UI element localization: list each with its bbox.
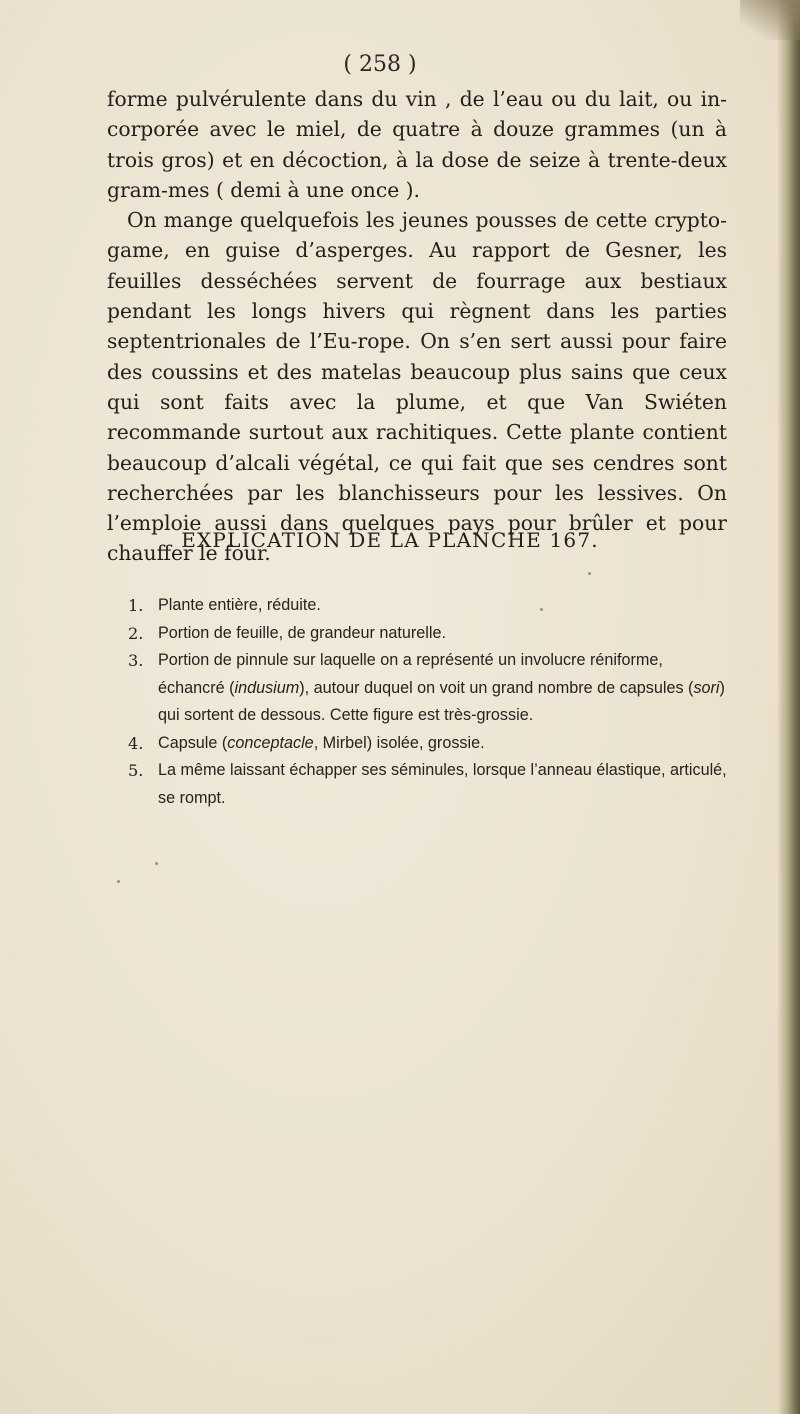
paper-speck	[588, 572, 591, 575]
paper-speck	[540, 608, 543, 611]
paper-speck	[117, 880, 120, 883]
legend-text: La même laissant échapper ses séminules, lorsque l’anneau élastique, articulé, se rompt.	[158, 761, 727, 807]
legend-item	[128, 730, 728, 758]
page-edge-shadow	[778, 0, 800, 1414]
paragraph-2: On mange quelquefois les jeunes pousses de cette crypto-game, en guise d’asperges. Au rapport de Gesner, les feuilles desséchées servent de fourrage aux bestiaux pendant les longs hivers qui règnent dans les parties septentrionales de l’Eu-rope. On s’en sert aussi pour faire des coussins et des matelas beaucoup plus sains que ceux qui sont faits avec la plume, et que Van Swiéten recommande surtout aux rachitiques. Cette plante contient beaucoup d’alcali végétal, ce qui fait que ses cendres sont recherchées par les blanchisseurs pour les lessives. On l’emploie aussi dans quelques pays pour brûler et pour chauffer le four.	[107, 208, 727, 566]
legend-number: 2.	[128, 623, 144, 643]
paper-speck	[155, 862, 158, 865]
legend-italic-term: indusium	[234, 678, 300, 697]
legend-number: 1.	[128, 596, 144, 615]
legend-text: Portion de pinnule sur laquelle on a représenté un involucre réniforme, échancré (	[158, 651, 663, 697]
page-number: ( 258 )	[343, 52, 417, 77]
body-text	[107, 84, 727, 569]
section-heading: EXPLICATION DE LA PLANCHE 167.	[181, 528, 599, 552]
legend-text: Portion de feuille, de grandeur naturelle.	[158, 623, 446, 642]
legend-number: 4.	[128, 733, 144, 753]
legend-italic-term: conceptacle	[227, 733, 314, 752]
plate-legend	[128, 592, 728, 812]
legend-text: ) qui sortent de dessous. Cette figure est très-grossie.	[158, 678, 725, 724]
legend-text: Plante entière, réduite.	[158, 596, 321, 614]
legend-number: 5.	[128, 761, 144, 780]
page-corner-shadow	[740, 0, 800, 40]
legend-text: Capsule (	[158, 733, 228, 752]
legend-italic-term: sori	[693, 678, 720, 697]
legend-number: 3.	[128, 651, 144, 670]
legend-item	[128, 647, 728, 730]
legend-text: ), autour duquel on voit un grand nombre de capsules (	[299, 678, 694, 697]
legend-item	[128, 592, 728, 620]
legend-item	[128, 620, 728, 648]
legend-item	[128, 757, 728, 812]
legend-text: , Mirbel) isolée, grossie.	[313, 733, 485, 752]
paragraph-1: forme pulvérulente dans du vin , de l’eau ou du lait, ou in-corporée avec le miel, de quatre à douze grammes (un à trois gros) et en décoction, à la dose de seize à trente-deux gram-mes ( demi à une once ).	[107, 87, 727, 202]
